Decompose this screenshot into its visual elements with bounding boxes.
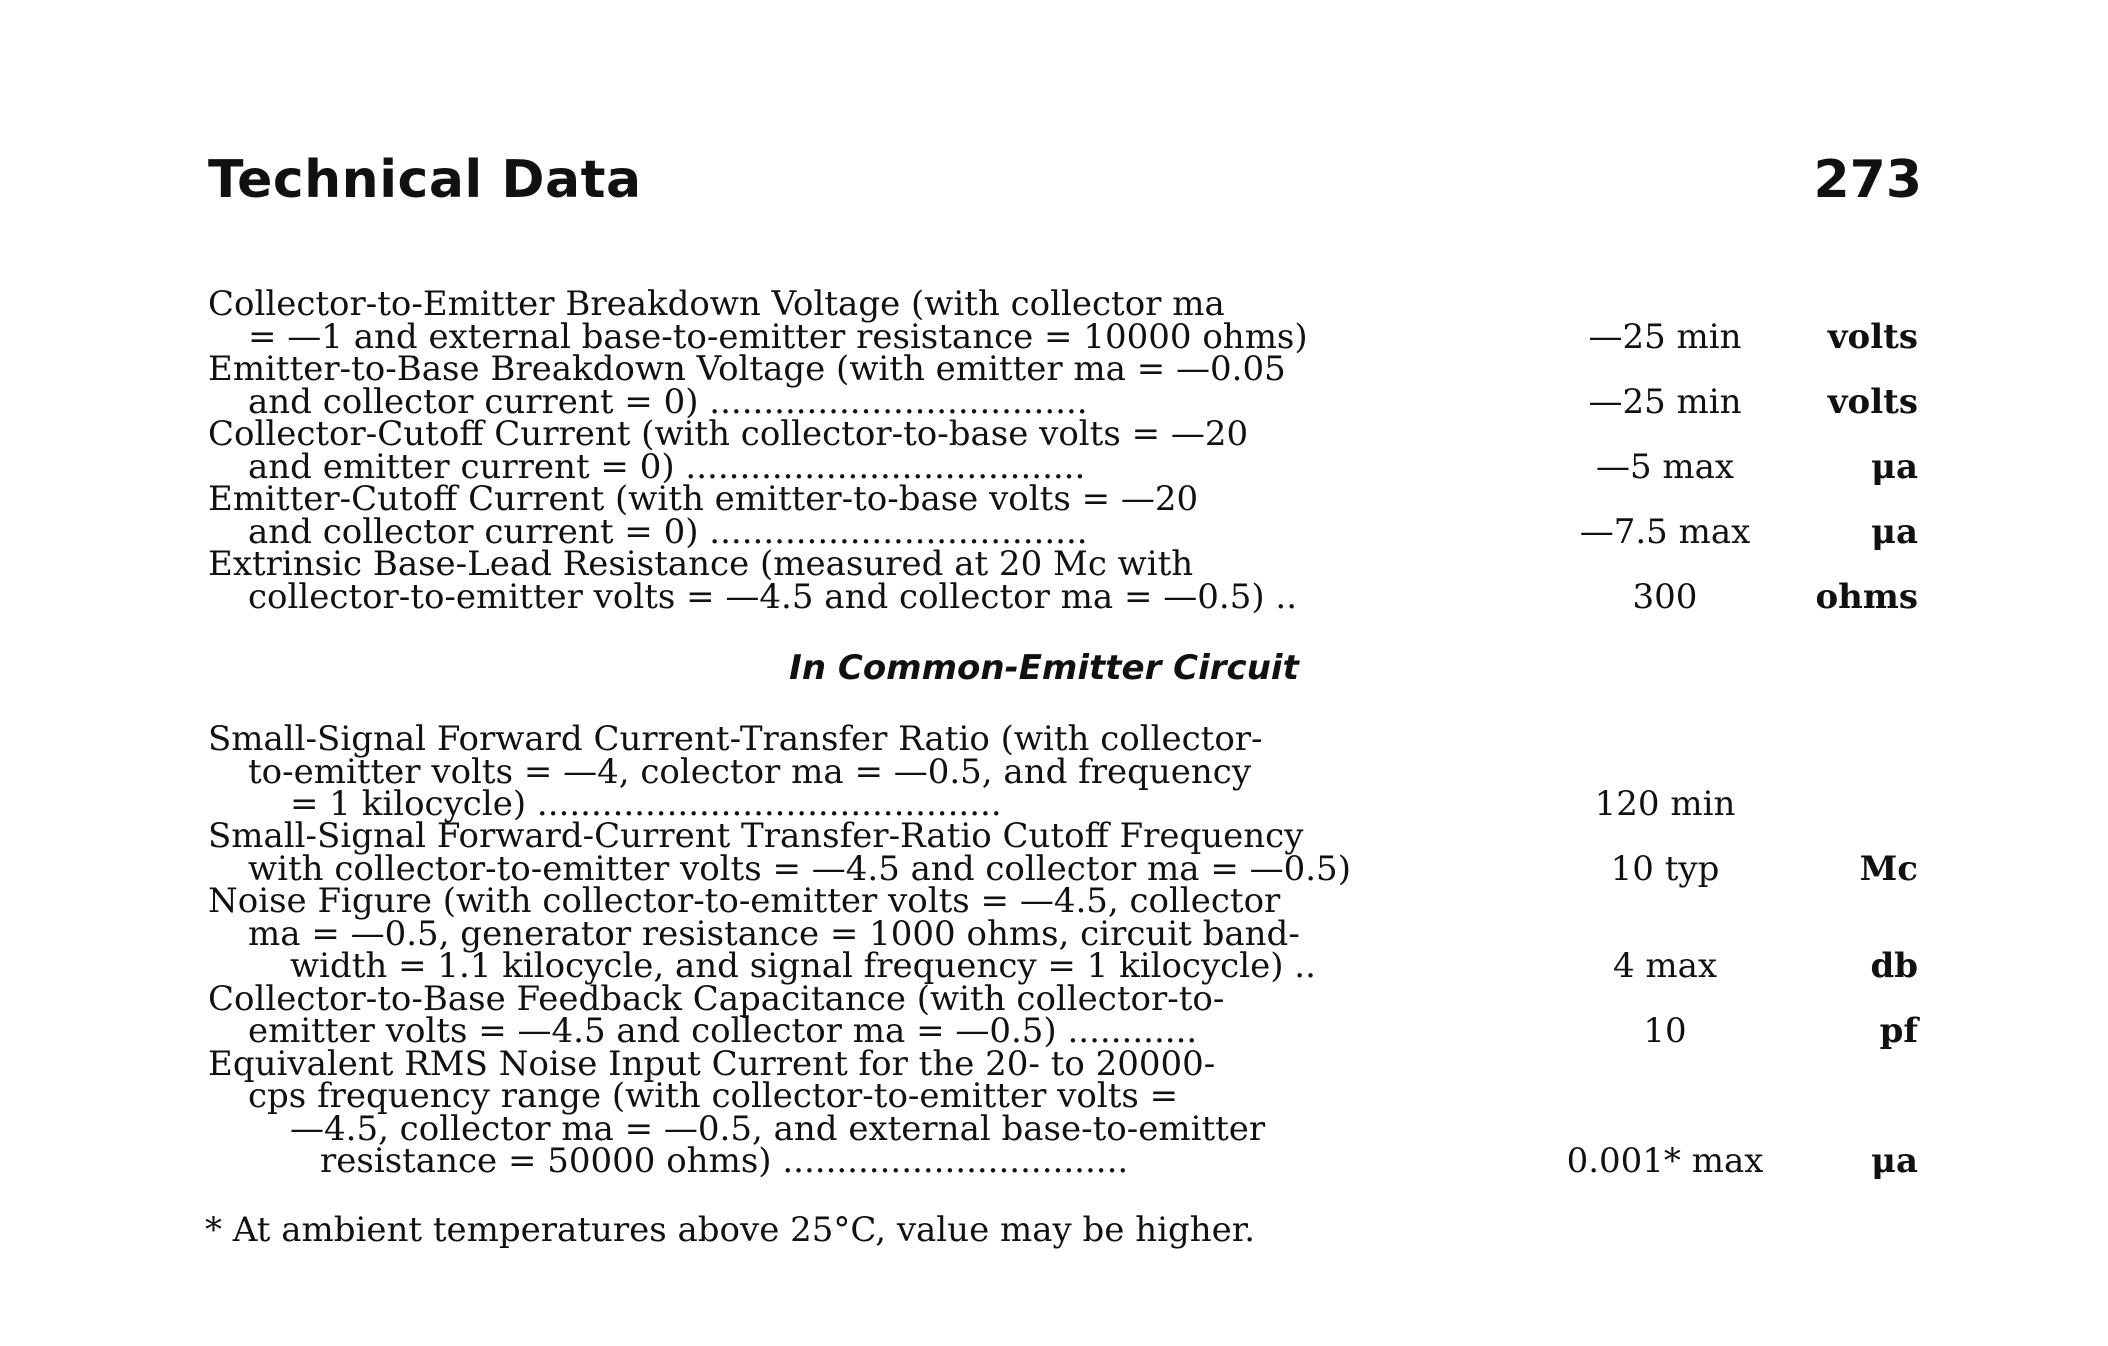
spec-text: Extrinsic Base-Lead Resistance (measured at 20 Mc with bbox=[208, 544, 1194, 584]
spec-text: Equivalent RMS Noise Input Current for the 20- to 20000- bbox=[208, 1044, 1216, 1084]
spec-text: collector-to-emitter volts = —4.5 and collector ma = —0.5) .. bbox=[248, 577, 1298, 617]
spec-text: Collector-to-Emitter Breakdown Voltage (with collector ma bbox=[208, 284, 1225, 324]
footnote: * At ambient temperatures above 25°C, value may be higher. bbox=[205, 1210, 1256, 1250]
section-heading-text: In Common-Emitter Circuit bbox=[789, 648, 1299, 688]
spec-value: —7.5 max bbox=[1579, 512, 1751, 552]
spec-text: Emitter-Cutoff Current (with emitter-to-base volts = —20 bbox=[208, 479, 1199, 519]
spec-text: cps frequency range (with collector-to-emitter volts = bbox=[248, 1076, 1179, 1116]
spec-unit: ohms bbox=[1815, 577, 1918, 617]
spec-text: emitter volts = —4.5 and collector ma = —0.5) ............ bbox=[248, 1011, 1198, 1051]
spec-text: ma = —0.5, generator resistance = 1000 ohms, circuit band- bbox=[248, 914, 1300, 954]
spec-value: 10 bbox=[1643, 1011, 1687, 1051]
spec-text: with collector-to-emitter volts = —4.5 and collector ma = —0.5) bbox=[248, 849, 1351, 889]
spec-unit: volts bbox=[1827, 382, 1918, 422]
spec-value: —25 min bbox=[1588, 382, 1742, 422]
spec-value: 4 max bbox=[1612, 946, 1718, 986]
spec-unit: Mc bbox=[1859, 849, 1918, 889]
spec-text: = 1 kilocycle) ........................................... bbox=[290, 784, 1002, 824]
spec-text: Collector-Cutoff Current (with collector-to-base volts = —20 bbox=[208, 414, 1249, 454]
spec-value: —5 max bbox=[1595, 447, 1735, 487]
spec-text: Small-Signal Forward Current-Transfer Ratio (with collector- bbox=[208, 719, 1263, 759]
spec-text: Emitter-to-Base Breakdown Voltage (with emitter ma = —0.05 bbox=[208, 349, 1286, 389]
spec-text: Small-Signal Forward-Current Transfer-Ratio Cutoff Frequency bbox=[208, 816, 1304, 856]
spec-value: 120 min bbox=[1594, 784, 1736, 824]
spec-text: and collector current = 0) ................................... bbox=[248, 512, 1088, 552]
spec-text: resistance = 50000 ohms) ................................ bbox=[320, 1141, 1129, 1181]
spec-unit: μa bbox=[1871, 447, 1918, 487]
spec-unit: μa bbox=[1871, 512, 1918, 552]
spec-text: width = 1.1 kilocycle, and signal frequency = 1 kilocycle) .. bbox=[290, 946, 1316, 986]
spec-unit: pf bbox=[1879, 1011, 1918, 1051]
page-title: Technical Data bbox=[208, 150, 642, 210]
spec-unit bbox=[1738, 788, 1918, 821]
spec-text: and collector current = 0) ................................... bbox=[248, 382, 1088, 422]
spec-value: 0.001* max bbox=[1566, 1141, 1764, 1181]
spec-value: —25 min bbox=[1588, 317, 1742, 357]
spec-unit: μa bbox=[1871, 1141, 1918, 1181]
spec-text: —4.5, collector ma = —0.5, and external base-to-emitter bbox=[290, 1109, 1266, 1149]
spec-value: 10 typ bbox=[1610, 849, 1720, 889]
spec-text: and emitter current = 0) ..................................... bbox=[248, 447, 1086, 487]
spec-value: 300 bbox=[1632, 577, 1698, 617]
spec-text: Collector-to-Base Feedback Capacitance (with collector-to- bbox=[208, 979, 1225, 1019]
spec-text: Noise Figure (with collector-to-emitter volts = —4.5, collector bbox=[208, 881, 1281, 921]
page-number: 273 bbox=[1813, 150, 1922, 210]
spec-unit: volts bbox=[1827, 317, 1918, 357]
spec-unit: db bbox=[1870, 946, 1918, 986]
spec-text: = —1 and external base-to-emitter resistance = 10000 ohms) bbox=[248, 317, 1308, 357]
section-heading bbox=[0, 648, 2108, 688]
spec-text: to-emitter volts = —4, colector ma = —0.5, and frequency bbox=[248, 752, 1252, 792]
